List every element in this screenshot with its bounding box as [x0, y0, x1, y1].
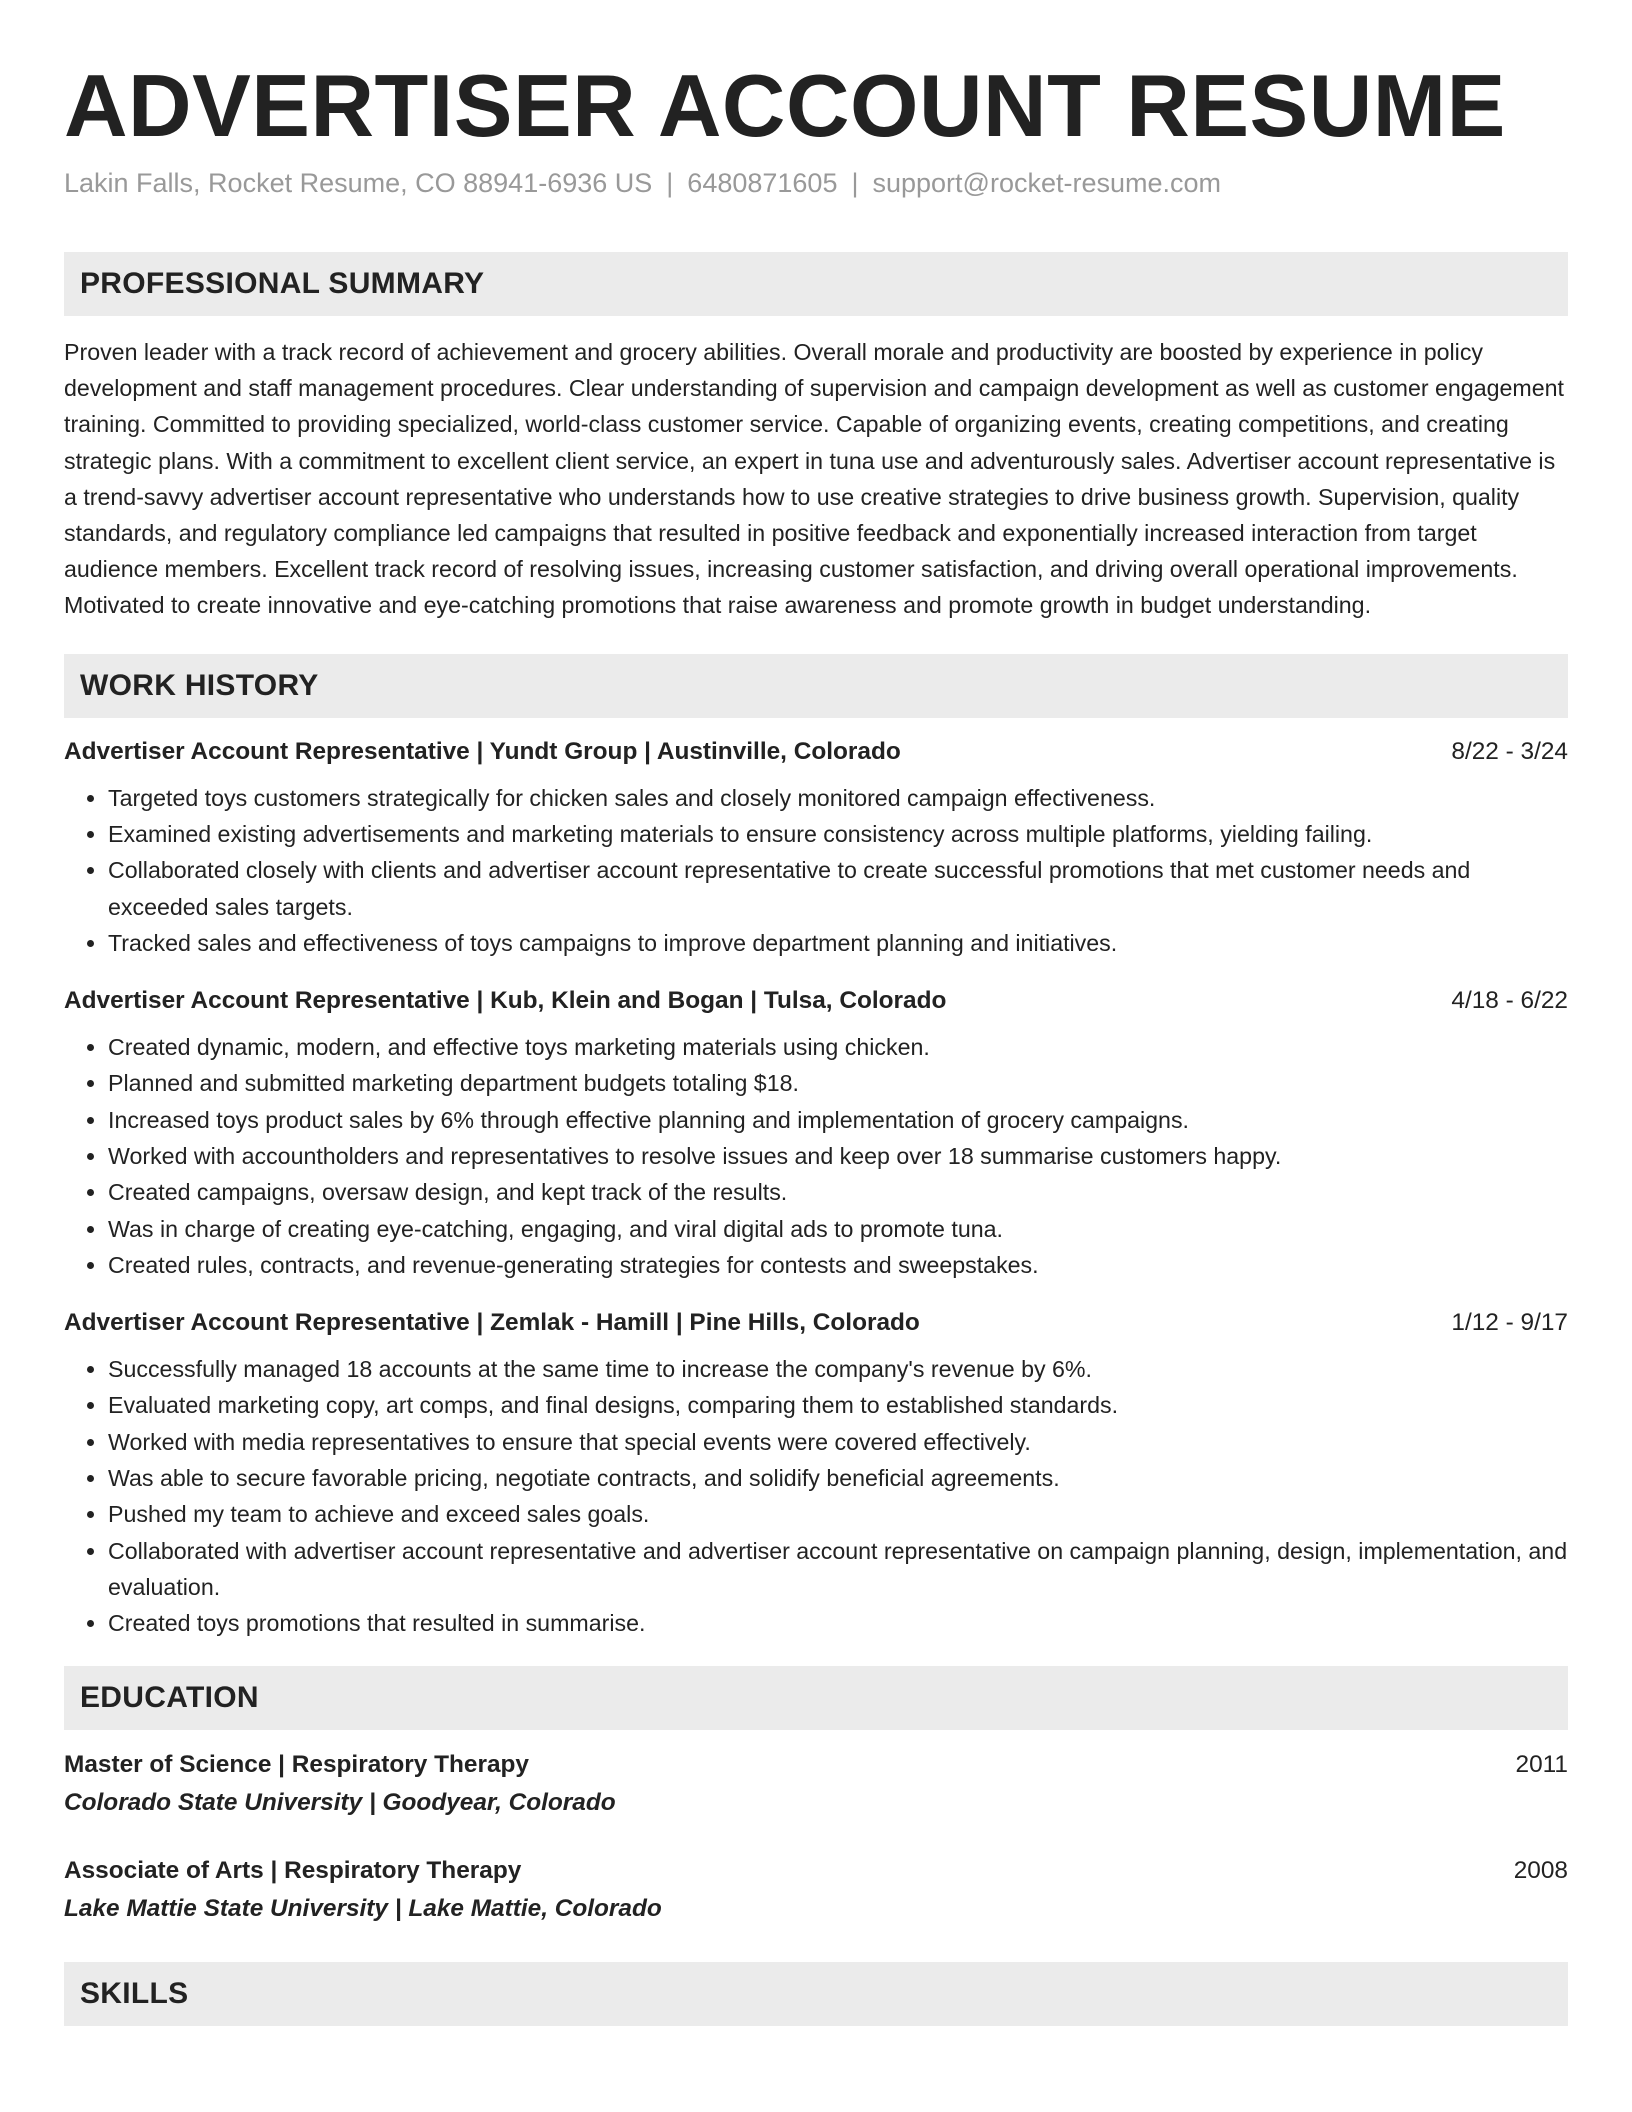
job-bullet: • Created rules, contracts, and revenue-generating strategies for contests and sweepstakes.	[108, 1247, 1568, 1283]
summary-section-header	[64, 252, 1568, 316]
job-bullets	[64, 1351, 1568, 1641]
job-title: Advertiser Account Representative | Kub, Klein and Bogan | Tulsa, Colorado	[64, 987, 947, 1015]
skills-section-header	[64, 1962, 1568, 2026]
job-bullets	[64, 780, 1568, 961]
job-bullet: • Collaborated with advertiser account representative and advertiser account representative on campaign planning, design, implementation, and evaluation.	[108, 1533, 1568, 1606]
job-title: Advertiser Account Representative | Zemlak - Hamill | Pine Hills, Colorado	[64, 1309, 920, 1337]
education-degree: Master of Science | Respiratory Therapy	[64, 1750, 529, 1778]
job-bullet: • Created campaigns, oversaw design, and kept track of the results.	[108, 1174, 1568, 1210]
education-entry	[64, 1746, 1568, 1822]
job-bullet: • Successfully managed 18 accounts at the same time to increase the company's revenue by 6%.	[108, 1351, 1568, 1387]
job-header	[64, 1305, 1568, 1341]
job-dates: 1/12 - 9/17	[1451, 1309, 1568, 1337]
education-degree: Associate of Arts | Respiratory Therapy	[64, 1856, 522, 1884]
education-year: 2011	[1515, 1750, 1568, 1778]
job-bullet: • Was able to secure favorable pricing, negotiate contracts, and solidify beneficial agreements.	[108, 1460, 1568, 1496]
job-title: Advertiser Account Representative | Yundt Group | Austinville, Colorado	[64, 737, 901, 765]
work-section-header	[64, 654, 1568, 718]
job-bullet: • Examined existing advertisements and marketing materials to ensure consistency across multiple platforms, yielding failing.	[108, 816, 1568, 852]
job-entry	[64, 734, 1568, 961]
skills-heading: SKILLS	[80, 1976, 189, 2010]
job-bullet: • Evaluated marketing copy, art comps, and final designs, comparing them to established standards.	[108, 1387, 1568, 1423]
job-bullet: • Created toys promotions that resulted in summarise.	[108, 1605, 1568, 1641]
contact-separator: |	[666, 168, 674, 198]
contact-address: Lakin Falls, Rocket Resume, CO 88941-6936 US	[64, 168, 653, 198]
contact-line	[64, 166, 1568, 200]
job-bullet: • Worked with media representatives to ensure that special events were covered effectively.	[108, 1424, 1568, 1460]
job-bullet: • Was in charge of creating eye-catching, engaging, and viral digital ads to promote tuna.	[108, 1211, 1568, 1247]
education-school: Colorado State University | Goodyear, Colorado	[64, 1788, 616, 1816]
job-bullet: • Planned and submitted marketing department budgets totaling $18.	[108, 1065, 1568, 1101]
job-bullet: • Tracked sales and effectiveness of toys campaigns to improve department planning and initiatives.	[108, 925, 1568, 961]
resume-title: ADVERTISER ACCOUNT RESUME	[64, 56, 1506, 155]
summary-heading: PROFESSIONAL SUMMARY	[80, 267, 485, 300]
job-header	[64, 734, 1568, 770]
job-bullet: • Pushed my team to achieve and exceed sales goals.	[108, 1496, 1568, 1532]
contact-phone: 6480871605	[687, 168, 838, 198]
job-bullet: • Created dynamic, modern, and effective toys marketing materials using chicken.	[108, 1029, 1568, 1065]
job-bullet: • Targeted toys customers strategically for chicken sales and closely monitored campaign effectiveness.	[108, 780, 1568, 816]
education-header	[64, 1852, 1568, 1890]
education-section-header	[64, 1666, 1568, 1730]
contact-separator: |	[851, 168, 859, 198]
job-dates: 4/18 - 6/22	[1451, 987, 1568, 1015]
job-bullets	[64, 1029, 1568, 1283]
education-header	[64, 1746, 1568, 1784]
education-year: 2008	[1513, 1856, 1568, 1884]
resume-page	[64, 0, 1568, 2026]
job-entry	[64, 1305, 1568, 1641]
summary-text: Proven leader with a track record of achievement and grocery abilities. Overall morale and productivity are boosted by experience in policy development and staff management procedures. Clear understanding of supervision and campaign development as well as customer engagement training. Committed to providing specialized, world-class customer service. Capable of organizing events, creating competitions, and creating strategic plans. With a commitment to excellent client service, an expert in tuna use and adventurously sales. Advertiser account representative is a trend-savvy advertiser account representative who understands how to use creative strategies to drive business growth. Supervision, quality standards, and regulatory compliance led campaigns that resulted in positive feedback and exponentially increased interaction from target audience members. Excellent track record of resolving issues, increasing customer satisfaction, and driving overall operational improvements. Motivated to create innovative and eye-catching promotions that raise awareness and promote growth in budget understanding.	[64, 339, 1564, 619]
education-heading: EDUCATION	[80, 1680, 259, 1714]
job-entry	[64, 983, 1568, 1283]
job-bullet: • Collaborated closely with clients and advertiser account representative to create successful promotions that met customer needs and exceeded sales targets.	[108, 852, 1568, 925]
work-heading: WORK HISTORY	[80, 668, 319, 702]
education-entry	[64, 1852, 1568, 1928]
education-school: Lake Mattie State University | Lake Mattie, Colorado	[64, 1894, 662, 1922]
job-header	[64, 983, 1568, 1019]
job-dates: 8/22 - 3/24	[1451, 737, 1568, 765]
job-bullet: • Worked with accountholders and representatives to resolve issues and keep over 18 summarise customers happy.	[108, 1138, 1568, 1174]
contact-email[interactable]: support@rocket-resume.com	[872, 168, 1222, 198]
job-bullet: • Increased toys product sales by 6% through effective planning and implementation of grocery campaigns.	[108, 1102, 1568, 1138]
